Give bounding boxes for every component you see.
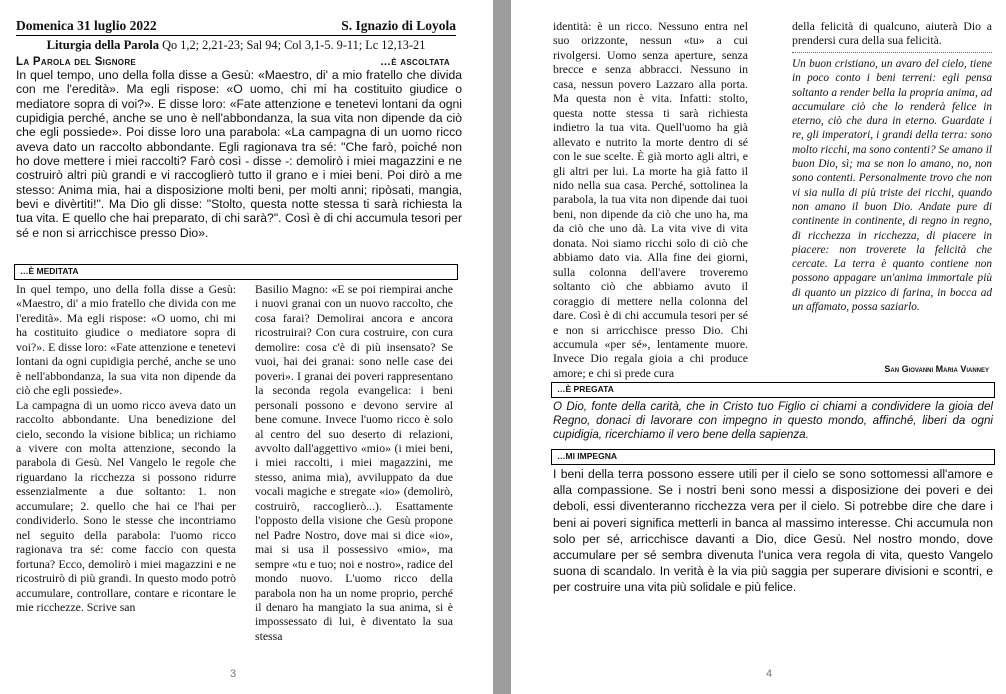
liturgy-references: Qo 1,2; 2,21-23; Sal 94; Col 3,1-5. 9-11; Lc 12,13-21 — [162, 38, 426, 52]
vianney-quote: Un buon cristiano, un avaro del cielo, tiene in poco conto i beni terreni: egli pensa soltanto a render bella la propria anima, ad accumulare ciò che lo renderà felice in eterno, ciò che dura in eterno. Guardate i re, gli imperatori, i grandi della terra: sono molto ricchi, ma sono contenti? Se amano il buon Dio, sì; ma se non lo amano, no, non sono contenti. Personalmente trovo che non vi sia nulla di più triste dei ricchi, quando non amano il buon Dio. Andate pure di continente in continente, di regno in regno, di ricchezza in ricchezza, di piacere in piacere: non troverete la felicità che cercate. La terra è quanto contiene non possono appagare un'anima immortale più di quanto un pizzico di farina, in bocca ad un affamato, possa saziarlo. — [792, 58, 992, 314]
section-box-pregata: …È PREGATA — [551, 382, 995, 398]
dotted-separator — [792, 52, 992, 53]
page-header — [16, 18, 456, 36]
document-page-3 — [0, 0, 493, 694]
document-page-4 — [511, 0, 1006, 694]
meditation-column-2: Basilio Magno: «E se poi riempirai anche i nuovi granai con un nuovo raccolto, che cosa farai? Demolirai ancora e ancora ricostruirai? Con cura costruire, con cura demolire: cosa c'è di più insensato? Se vuoi, hai dei granai: sono nelle case dei poveri». I granai dei poveri rappresentano la seconda regola evangelica: i beni personali possono e devono servire al bene comune. Invece l'uomo ricco è solo al centro del suo deserto di relazioni, avvolto dall'aggettivo «mio» (i miei beni, i miei raccolti, i miei magazzini, me stesso, anima mia), avviluppato da due vocali magiche e stregate «io» (demolirò, costruirò, raccoglierò...). Esattamente l'opposto della visione che Gesù propone nel Padre Nostro, dove mai si dice «io», mai si usa il possessivo «mio», ma sempre «tu e tuo; noi e nostro», radice del mondo nuovo. L'uomo ricco della parabola non ha un nome proprio, perché il denaro ha mangiato la sua anima, si è impossessato di lui, è diventato la sua stessa — [255, 283, 453, 643]
impegno-text: I beni della terra possono essere utili per il cielo se sono sottomessi all'amore e alla compassione. Se i nostri beni sono messi a disposizione dei poveri e dei deboli, essi diventeranno ricchezza vera per il cielo. Si potrebbe dire che dare i beni ai poveri significa metterli in banca al massimo interesse. Chi accumula non solo per sé, arricchisce davanti a Dio, dice Gesù. Nel nostro mondo, dove accumulare per sé sembra divenuta l'unica vera regola di vita, questo Vangelo suona di scandalo. In verità è la via più saggia per superare divisioni e scontri, e per costruire una vita più solidale e più felice. — [553, 467, 993, 595]
meditation-paragraph-2: La campagna di un uomo ricco aveva dato un raccolto abbondante. Una benedizione del cielo, secondo la visione biblica; un richiamo a vivere con molta attenzione, secondo la parabola di Gesù. Nel Vangelo le regole che riguardano la ricchezza si possono ridurre essenzialmente a due soltanto: 1. non accumulare; 2. quello che hai ce l'hai per condividerlo. Sono le stesse che incontriamo nel seguito della parabola: l'uomo ricco ragionava tra sé: come faccio con questa fortuna? Ecco, demolirò i miei magazzini e ne ricostruirò di più grandi. In questo modo potrò accumulare, controllare, contare e ricontare le mie ricchezze. Scrive san — [16, 398, 236, 614]
gospel-heading: La Parola del Signore — [16, 56, 137, 68]
page-number: 4 — [766, 668, 773, 680]
meditation-paragraph-1: In quel tempo, uno della folla disse a Gesù: «Maestro, di' a mio fratello che divida con me l'eredità». Ma egli rispose: «O uomo, chi mi ha costituito giudice o mediatore sopra di voi?». E disse loro: «Fate attenzione e tenetevi lontani da ogni cupidigia perché, anche se uno è nell'abbondanza, la sua vita non dipende da ciò che egli possiede». — [16, 283, 236, 398]
gospel-heading-ascoltata: …è ascoltata — [380, 56, 450, 68]
meditation-column-4: della felicità di qualcuno, aiuterà Dio a prendersi cura della sua felicità. — [792, 20, 992, 48]
liturgy-line — [16, 38, 456, 53]
quote-author: San Giovanni Maria Vianney — [884, 364, 989, 374]
prayer-text: O Dio, fonte della carità, che in Cristo tuo Figlio ci chiami a condividere la gioia del Regno, donaci di lavorare con impegno in questo mondo, affinché, liberi da ogni cupidigia, ricerchiamo il vero bene della sapienza. — [553, 400, 993, 442]
meditation-column-3: identità: è un ricco. Nessuno entra nel suo orizzonte, nessun «tu» a cui rivolgersi. Uomo senza aperture, senza brecce e senza abbracci. Nessuno in casa, nessun povero Lazzaro alla porta. Ma questa non è vita. Infatti: stolto, questa notte stessa ti sarà richiesta indietro la tua vita. Quell'uomo ha già allevato e nutrito la morte dentro di sé con le sue scelte. È già morto agli altri, e gli altri per lui. La morte ha già fatto il nido nella sua casa. Perché, sottolinea la parabola, la tua vita non dipende dai tuoi beni, non dipende da ciò che uno ha, ma da ciò che uno dà. La vita vive di vita donata. Noi siamo ricchi solo di ciò che abbiamo dato via. Alla fine dei giorni, sulla colonna dell'avere troveremo soltanto ciò che abbiamo avuto il coraggio di mettere nella colonna del dare. Così è di chi accumula tesori per sé e non si arricchisce presso Dio. Chi accumula «per sé», lentamente muore. Invece Dio regala gioia a chi produce amore; e chi si prede cura — [553, 20, 748, 380]
page-number: 3 — [230, 668, 237, 680]
section-box-meditata: …È MEDITATA — [14, 264, 458, 280]
page-gutter — [493, 0, 511, 694]
meditation-column-1 — [16, 283, 236, 615]
header-saint: S. Ignazio di Loyola — [341, 18, 456, 33]
section-box-impegna: …MI IMPEGNA — [551, 449, 995, 465]
liturgy-title: Liturgia della Parola — [46, 38, 160, 52]
header-date: Domenica 31 luglio 2022 — [16, 18, 157, 33]
gospel-text: In quel tempo, uno della folla disse a Gesù: «Maestro, di' a mio fratello che divida con me l'eredità». Ma egli rispose: «O uomo, chi mi ha costituito giudice o mediatore sopra di voi?». E disse loro: «Fate attenzione e tenetevi lontani da ogni cupidigia perché, anche se uno è nell'abbondanza, la sua vita non dipende da ciò che egli possiede». Poi disse loro una parabola: «La campagna di un uomo ricco aveva dato un raccolto abbondante. Egli ragionava tra sé: "Che farò, poiché non ho dove mettere i miei raccolti? Farò così - disse -: demolirò i miei magazzini e ne costruirò altri più grandi e vi raccoglierò tutto il grano e i miei beni. Poi dirò a me stesso: Anima mia, hai a disposizione molti beni, per molti anni; ripòsati, mangia, bevi e divèrtiti!". Ma Dio gli disse: "Stolto, questa notte stessa ti sarà richiesta la tua vita. E quello che hai preparato, di chi sarà?". Così è di chi accumula tesori per sé e non si arricchisce presso Dio». — [16, 68, 462, 240]
